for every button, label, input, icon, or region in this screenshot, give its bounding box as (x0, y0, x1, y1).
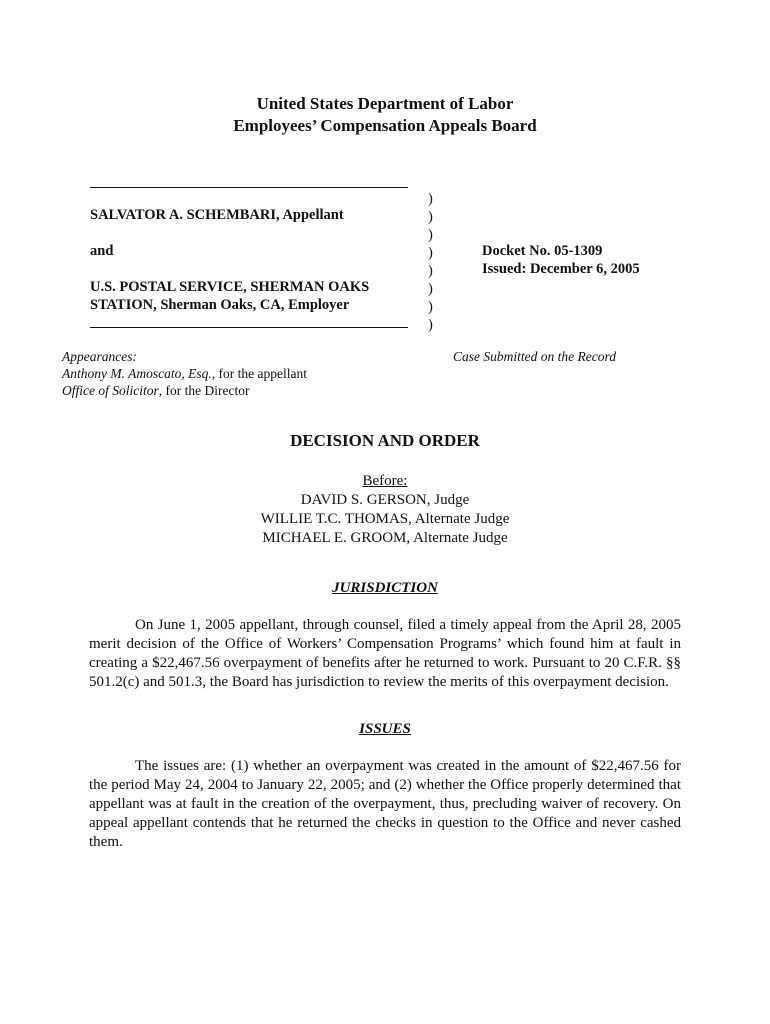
docket-number: Docket No. 05-1309 (482, 243, 603, 259)
jurisdiction-text: On June 1, 2005 appellant, through counsel, filed a timely appeal from the April 28, 2005 merit decision of the Office of Workers’ Compensation Programs’ which found him at fault in creating a $22,467.56 overpayment of benefits after he returned to work. Pursuant to 20 C.F.R. §§ 501.2(c) and 501.3, the Board has jurisdiction to review the merits of this overpayment decision. (89, 617, 681, 690)
jurisdiction-heading: JURISDICTION (332, 580, 438, 596)
caption-and: and (90, 243, 114, 259)
before-label: Before: (362, 473, 408, 489)
director-counsel-name: Office of Solicitor (62, 383, 159, 398)
caption-paren: ) (428, 263, 433, 279)
caption-paren: ) (428, 227, 433, 243)
employer-line-2: STATION, Sherman Oaks, CA, Employer (90, 297, 350, 313)
case-status: Case Submitted on the Record (453, 349, 616, 364)
jurisdiction-paragraph (89, 616, 681, 692)
board-name: Employees’ Compensation Appeals Board (233, 116, 537, 135)
caption-paren: ) (428, 317, 433, 333)
issues-text: The issues are: (1) whether an overpayment was created in the amount of $22,467.56 for the period May 24, 2004 to January 22, 2005; and (2) whether the Office properly determined that appellant was at fault in the creation of the overpayment, thus, precluding waiver of recovery. On appeal appellant contends that he returned the checks in question to the Office and never cashed them. (89, 758, 681, 850)
appellant-counsel-role: , for the appellant (211, 366, 307, 381)
caption-top-rule (90, 187, 408, 188)
employer-line-1: U.S. POSTAL SERVICE, SHERMAN OAKS (90, 279, 370, 295)
appearances-label: Appearances: (62, 349, 137, 364)
appellant-counsel (62, 365, 307, 382)
appellant-name: SALVATOR A. SCHEMBARI, Appellant (90, 207, 344, 223)
director-counsel-role: , for the Director (158, 383, 250, 398)
issues-heading: ISSUES (359, 721, 411, 737)
judge-name: DAVID S. GERSON, Judge (300, 492, 470, 508)
judge-name: WILLIE T.C. THOMAS, Alternate Judge (260, 511, 510, 527)
director-counsel (62, 382, 249, 399)
caption-paren: ) (428, 281, 433, 297)
issues-paragraph (89, 757, 681, 852)
decision-title: DECISION AND ORDER (290, 431, 480, 450)
caption-bottom-rule (90, 327, 408, 328)
caption-paren: ) (428, 191, 433, 207)
caption-paren: ) (428, 209, 433, 225)
judge-name: MICHAEL E. GROOM, Alternate Judge (262, 530, 508, 546)
issued-date: Issued: December 6, 2005 (482, 261, 640, 277)
appellant-counsel-name: Anthony M. Amoscato, Esq. (62, 366, 212, 381)
agency-name: United States Department of Labor (256, 94, 514, 113)
caption-paren: ) (428, 245, 433, 261)
caption-paren: ) (428, 299, 433, 315)
